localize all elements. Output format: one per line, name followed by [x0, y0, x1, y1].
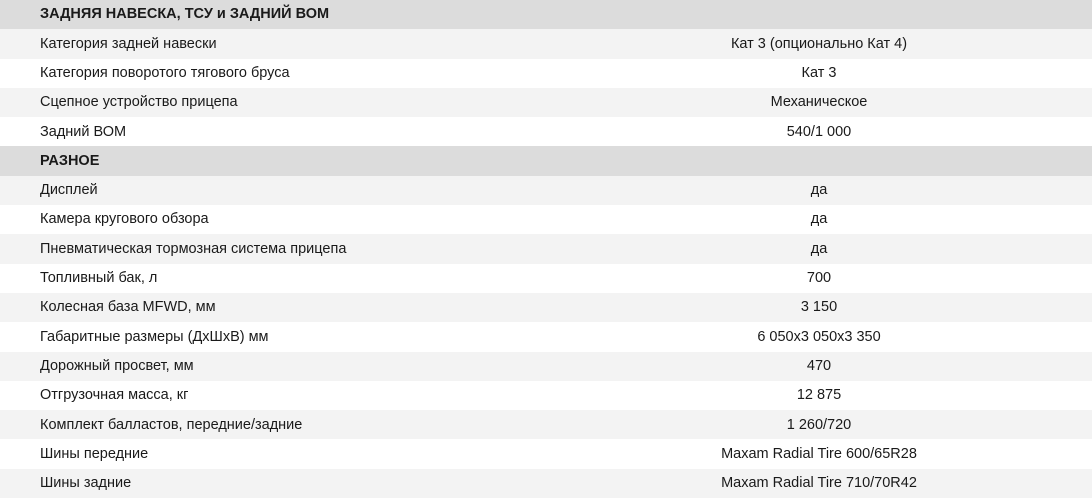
- table-row: [0, 117, 1092, 146]
- row-value: Maxam Radial Tire 600/65R28: [546, 439, 1092, 468]
- table-row: [0, 29, 1092, 58]
- row-value: 540/1 000: [546, 117, 1092, 146]
- section-header-misc: [0, 146, 1092, 175]
- row-value: Кат 3 (опционально Кат 4): [546, 29, 1092, 58]
- table-row: [0, 469, 1092, 498]
- row-value: 700: [546, 264, 1092, 293]
- row-label: Категория задней навески: [0, 29, 546, 58]
- row-value: 470: [546, 352, 1092, 381]
- row-value: да: [546, 205, 1092, 234]
- table-row: [0, 439, 1092, 468]
- table-row: [0, 176, 1092, 205]
- row-label: Категория поворотого тягового бруса: [0, 59, 546, 88]
- table-row: [0, 410, 1092, 439]
- table-row: [0, 352, 1092, 381]
- row-label: Задний ВОМ: [0, 117, 546, 146]
- table-row: [0, 234, 1092, 263]
- table-row: [0, 59, 1092, 88]
- section-header-rear-hitch: [0, 0, 1092, 29]
- table-row: [0, 264, 1092, 293]
- row-label: Дорожный просвет, мм: [0, 352, 546, 381]
- row-label: Шины задние: [0, 469, 546, 498]
- row-value: Maxam Radial Tire 710/70R42: [546, 469, 1092, 498]
- table-row: [0, 88, 1092, 117]
- row-label: Габаритные размеры (ДхШхВ) мм: [0, 322, 546, 351]
- row-label: Камера кругового обзора: [0, 205, 546, 234]
- table-row: [0, 322, 1092, 351]
- row-label: Сцепное устройство прицепа: [0, 88, 546, 117]
- row-label: Шины передние: [0, 439, 546, 468]
- row-value: 12 875: [546, 381, 1092, 410]
- table-row: [0, 293, 1092, 322]
- row-label: Топливный бак, л: [0, 264, 546, 293]
- row-value: Механическое: [546, 88, 1092, 117]
- row-value: 6 050x3 050x3 350: [546, 322, 1092, 351]
- row-label: Комплект балластов, передние/задние: [0, 410, 546, 439]
- row-value: да: [546, 176, 1092, 205]
- section-title: ЗАДНЯЯ НАВЕСКА, ТСУ и ЗАДНИЙ ВОМ: [0, 0, 1092, 29]
- row-label: Пневматическая тормозная система прицепа: [0, 234, 546, 263]
- row-label: Отгрузочная масса, кг: [0, 381, 546, 410]
- row-label: Колесная база MFWD, мм: [0, 293, 546, 322]
- row-value: да: [546, 234, 1092, 263]
- row-label: Дисплей: [0, 176, 546, 205]
- table-row: [0, 205, 1092, 234]
- row-value: 1 260/720: [546, 410, 1092, 439]
- table-row: [0, 381, 1092, 410]
- section-title: РАЗНОЕ: [0, 146, 1092, 175]
- row-value: 3 150: [546, 293, 1092, 322]
- row-value: Кат 3: [546, 59, 1092, 88]
